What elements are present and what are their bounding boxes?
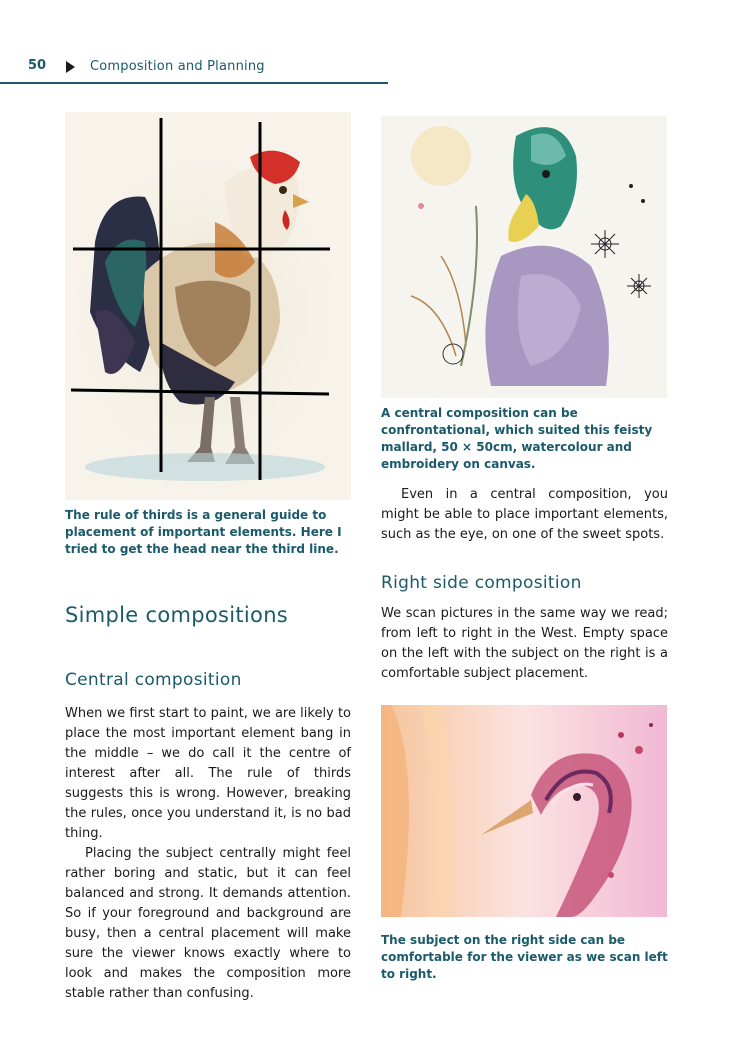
running-title: Composition and Planning bbox=[90, 59, 265, 74]
heron-illustration bbox=[381, 705, 667, 917]
central-paragraph-1: When we first start to paint, we are likely to place the most important element bang in the middle – we do call it the centre of interest after all. The rule of thirds suggests this is wrong. However, breaking the rules, once you understand it, is no bad thing. bbox=[65, 706, 351, 841]
central-composition-text bbox=[65, 704, 351, 1004]
page-number: 50 bbox=[28, 58, 47, 73]
heron-caption: The subject on the right side can be comfortable for the viewer as we scan left to right. bbox=[381, 933, 668, 981]
central-paragraph-2: Placing the subject centrally might feel rather boring and static, but it can feel balanced and strong. It demands attention. So if your foreground and background are busy, then a central placement will make sure the viewer knows exactly where to look and makes the composition more stable rather than confusing. bbox=[65, 846, 351, 1001]
central-note-paragraph: Even in a central composition, you might be able to place important elements, such as the eye, on one of the sweet spots. bbox=[381, 487, 668, 542]
simple-compositions-heading: Simple compositions bbox=[65, 603, 289, 627]
central-composition-heading: Central composition bbox=[65, 670, 242, 690]
right-side-text bbox=[381, 604, 668, 684]
heron-painting bbox=[381, 705, 667, 917]
rooster-illustration bbox=[65, 112, 351, 500]
rooster-caption: The rule of thirds is a general guide to placement of important elements. Here I tried to get the head near the third line. bbox=[65, 508, 342, 556]
mallard-painting bbox=[381, 116, 667, 398]
right-side-paragraph: We scan pictures in the same way we read; from left to right in the West. Empty space on the left with the subject on the right is a comfortable subject placement. bbox=[381, 606, 668, 681]
mallard-caption: A central composition can be confrontational, which suited this feisty mallard, 50 × 50cm, watercolour and embroidery on canvas. bbox=[381, 406, 653, 471]
central-note-text bbox=[381, 485, 668, 545]
rooster-painting bbox=[65, 112, 351, 500]
mallard-illustration bbox=[381, 116, 667, 398]
right-side-heading: Right side composition bbox=[381, 573, 582, 593]
play-arrow-icon bbox=[66, 61, 75, 73]
